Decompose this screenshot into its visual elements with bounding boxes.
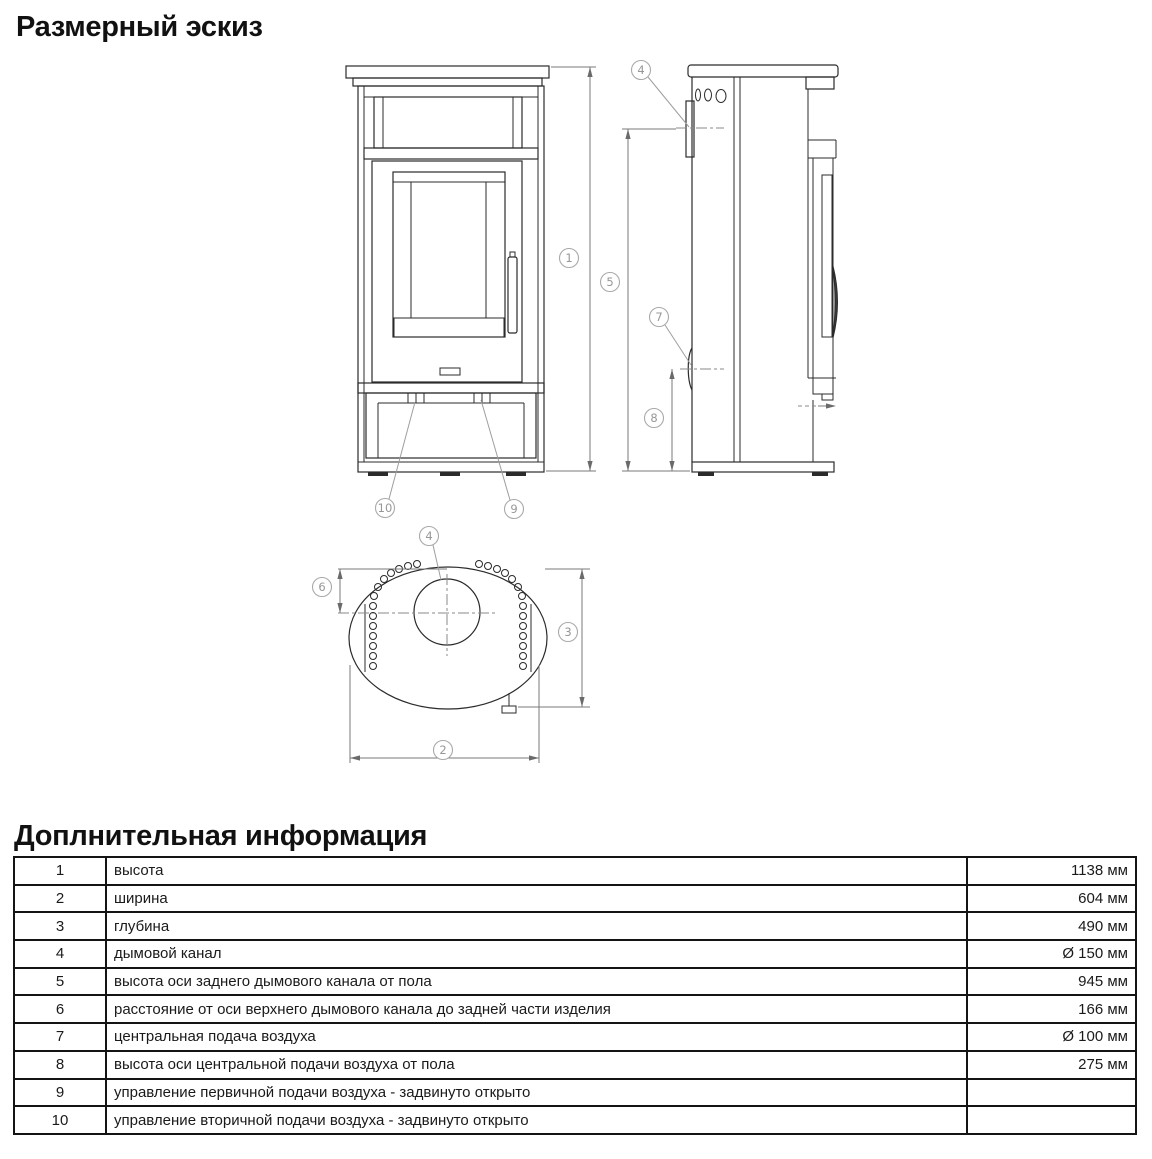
row-value-cell: 945 мм	[967, 968, 1136, 996]
svg-text:2: 2	[439, 743, 447, 757]
table-row	[14, 1079, 1136, 1107]
row-value-cell: 490 мм	[967, 912, 1136, 940]
table-row	[14, 912, 1136, 940]
table-row	[14, 885, 1136, 913]
additional-info-title: Доплнительная информация	[14, 820, 428, 852]
front-view-drawing	[346, 66, 549, 476]
table-row	[14, 940, 1136, 968]
callout-flue-top	[420, 527, 439, 546]
callout-width	[434, 741, 453, 760]
callout-secondary-air	[376, 499, 395, 518]
table-row	[14, 995, 1136, 1023]
table-row	[14, 1023, 1136, 1051]
row-number-cell: 9	[14, 1079, 106, 1107]
row-value-cell	[967, 1079, 1136, 1107]
svg-text:5: 5	[606, 275, 614, 289]
row-name-cell: ширина	[106, 885, 967, 913]
svg-text:10: 10	[377, 501, 393, 515]
table-row	[14, 857, 1136, 885]
row-name-cell: глубина	[106, 912, 967, 940]
row-value-cell: 275 мм	[967, 1051, 1136, 1079]
svg-text:6: 6	[318, 580, 326, 594]
row-value-cell: Ø 150 мм	[967, 940, 1136, 968]
row-name-cell: расстояние от оси верхнего дымового канала до задней части изделия	[106, 995, 967, 1023]
row-name-cell: управление первичной подачи воздуха - задвинуто открыто	[106, 1079, 967, 1107]
side-view-drawing	[686, 65, 838, 476]
row-value-cell: 166 мм	[967, 995, 1136, 1023]
row-value-cell: 1138 мм	[967, 857, 1136, 885]
table-row	[14, 1051, 1136, 1079]
callout-flue-axis-offset	[313, 578, 332, 597]
row-number-cell: 6	[14, 995, 106, 1023]
callout-flue-side	[632, 61, 651, 80]
table-row	[14, 1106, 1136, 1134]
row-name-cell: высота	[106, 857, 967, 885]
row-number-cell: 1	[14, 857, 106, 885]
callout-air-inlet	[650, 308, 669, 327]
svg-text:1: 1	[565, 251, 573, 265]
vent-holes	[370, 561, 527, 670]
callout-primary-air	[505, 500, 524, 519]
row-number-cell: 4	[14, 940, 106, 968]
flue-collar	[686, 101, 694, 157]
page-title: Размерный эскиз	[16, 11, 263, 43]
door-handle-side	[833, 266, 838, 338]
svg-text:4: 4	[637, 63, 645, 77]
row-value-cell: Ø 100 мм	[967, 1023, 1136, 1051]
table-row	[14, 968, 1136, 996]
callout-height	[560, 249, 579, 268]
row-number-cell: 10	[14, 1106, 106, 1134]
callout-depth	[559, 623, 578, 642]
row-number-cell: 8	[14, 1051, 106, 1079]
row-name-cell: центральная подача воздуха	[106, 1023, 967, 1051]
row-value-cell: 604 мм	[967, 885, 1136, 913]
svg-text:9: 9	[510, 502, 518, 516]
callout-flue-axis-height	[601, 273, 620, 292]
row-number-cell: 5	[14, 968, 106, 996]
top-view-drawing	[338, 561, 547, 714]
row-name-cell: высота оси заднего дымового канала от пола	[106, 968, 967, 996]
svg-text:3: 3	[564, 625, 572, 639]
row-name-cell: управление вторичной подачи воздуха - задвинуто открыто	[106, 1106, 967, 1134]
row-number-cell: 7	[14, 1023, 106, 1051]
callout-air-inlet-height	[645, 409, 664, 428]
specs-table	[13, 856, 1137, 1135]
door-latch	[440, 368, 460, 375]
row-number-cell: 2	[14, 885, 106, 913]
door-handle-front	[508, 257, 517, 333]
row-name-cell: высота оси центральной подачи воздуха от пола	[106, 1051, 967, 1079]
svg-text:4: 4	[425, 529, 433, 543]
row-value-cell	[967, 1106, 1136, 1134]
row-name-cell: дымовой канал	[106, 940, 967, 968]
svg-text:8: 8	[650, 411, 658, 425]
svg-text:7: 7	[655, 310, 663, 324]
row-number-cell: 3	[14, 912, 106, 940]
